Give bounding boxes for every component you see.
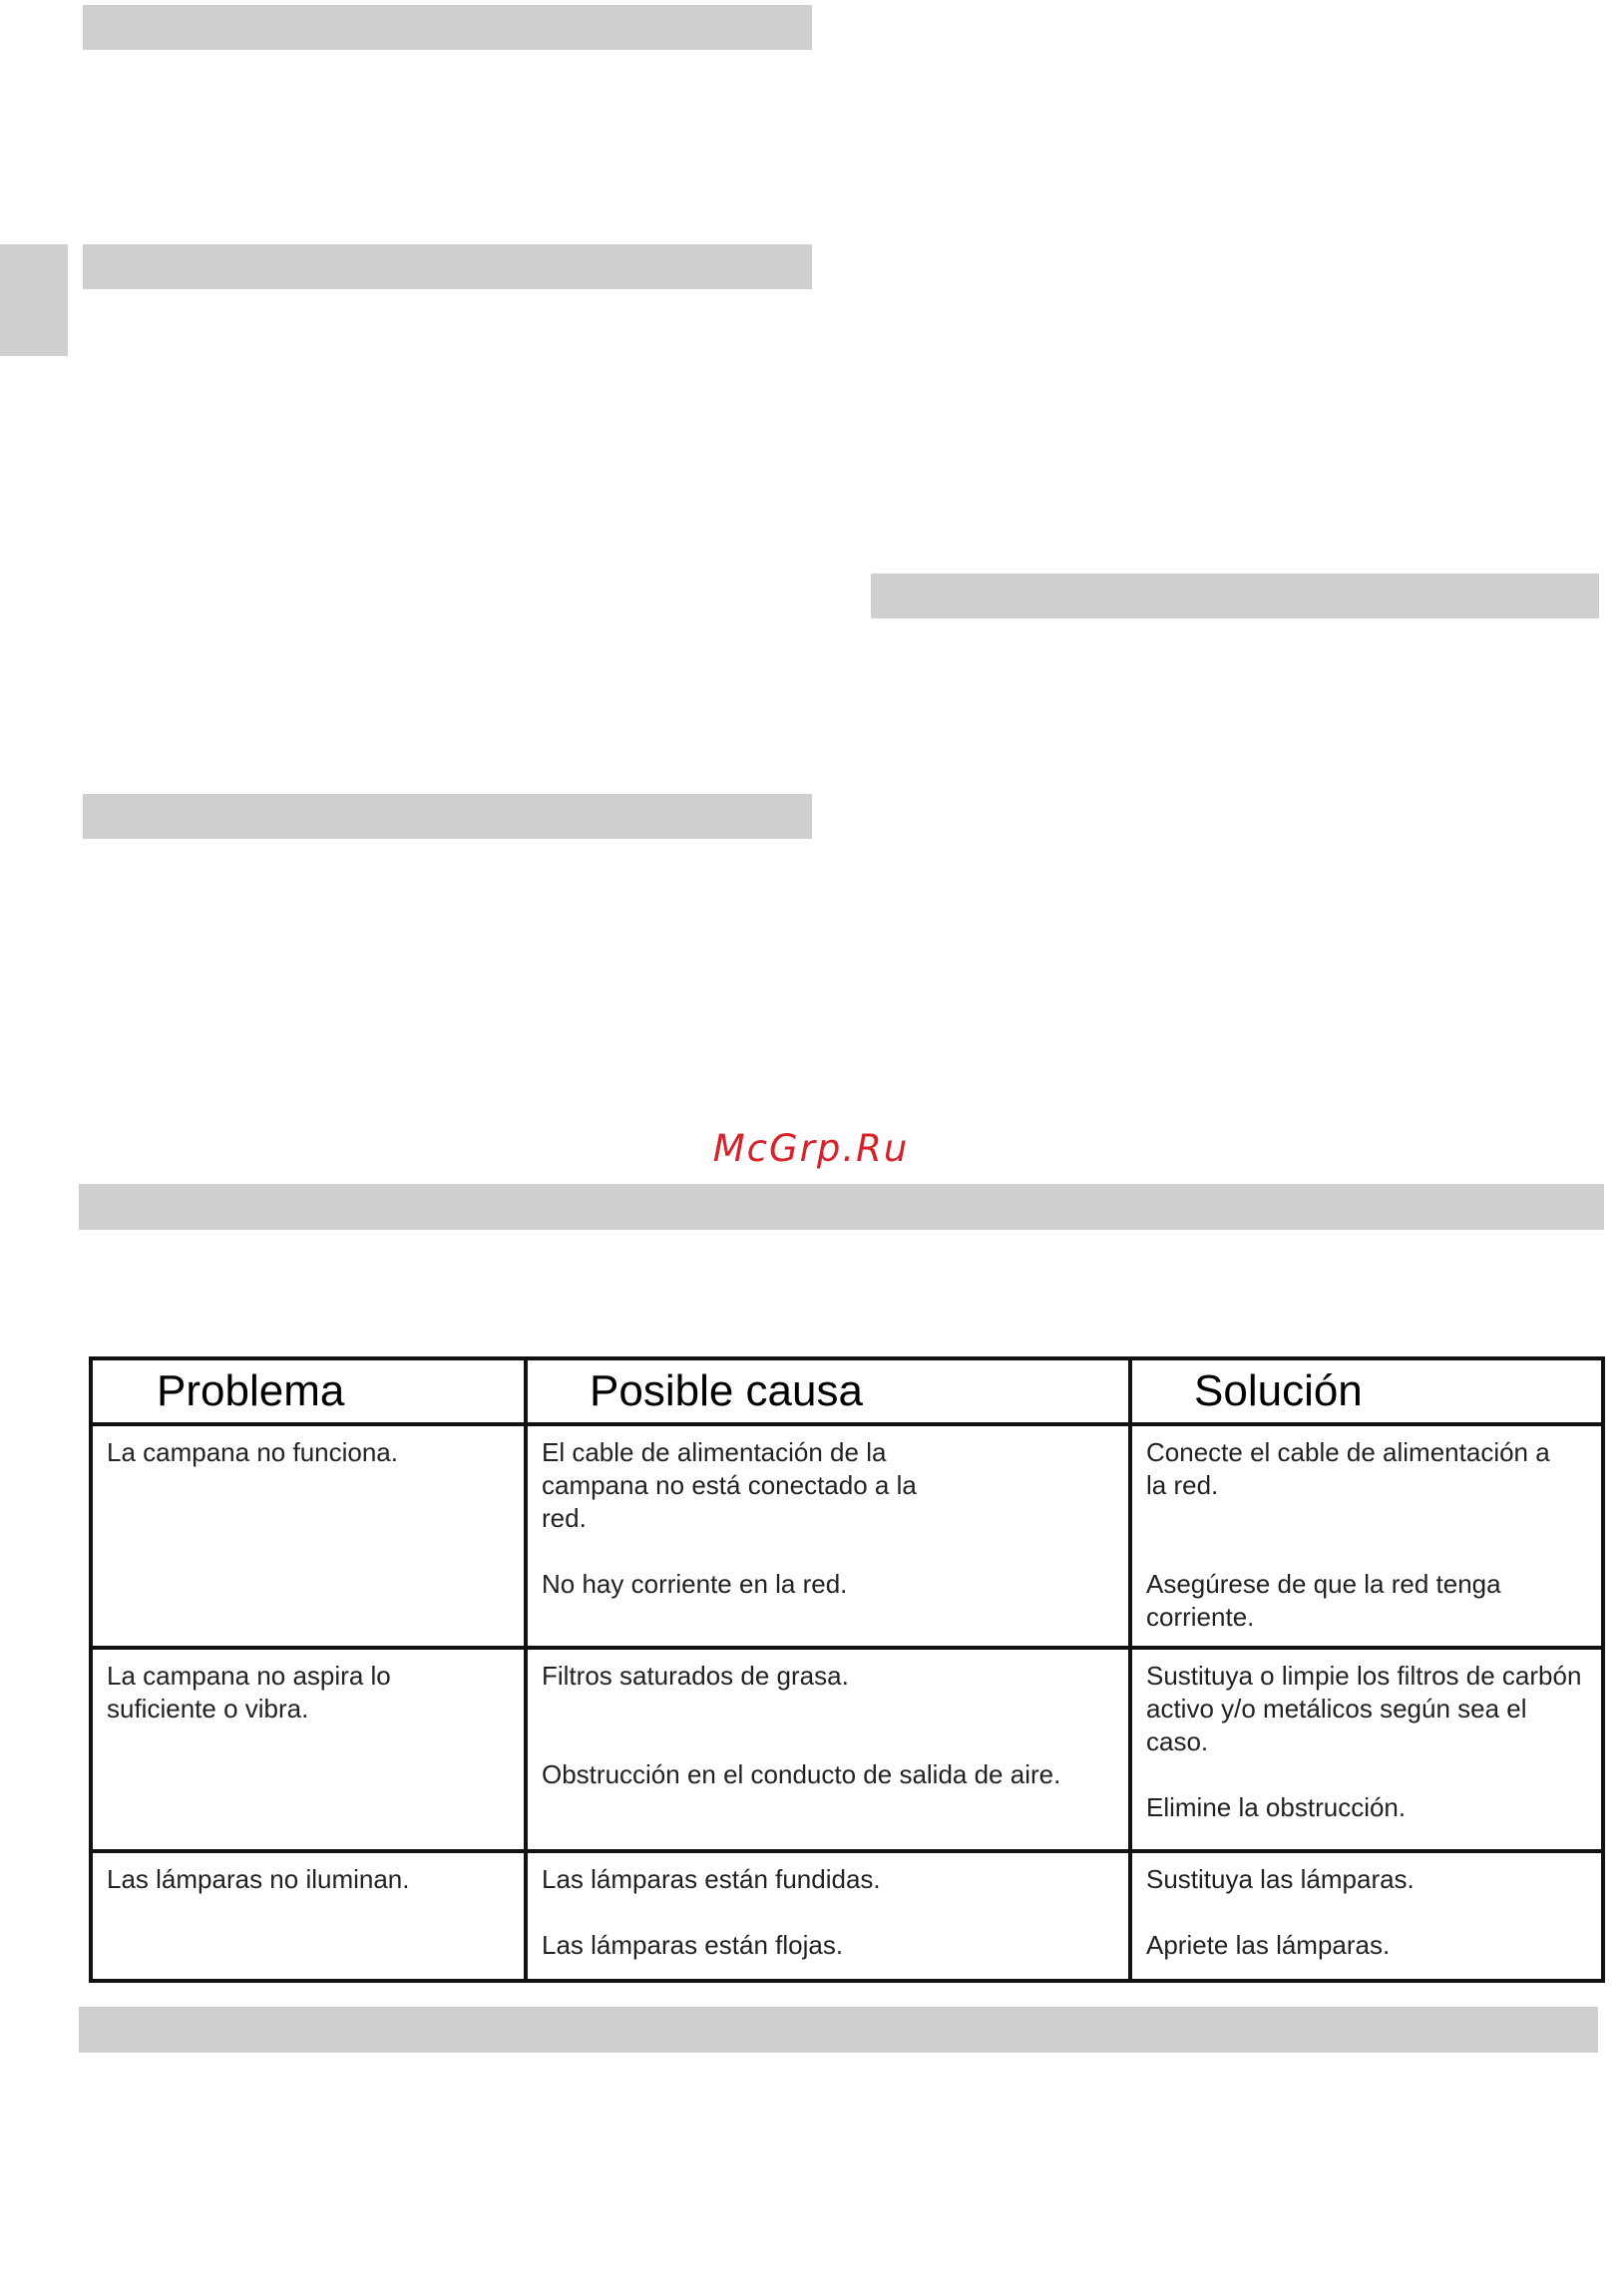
table-row xyxy=(91,1424,1603,1648)
problem-cell xyxy=(91,1851,526,1981)
problem-text: Las lámparas no iluminan. xyxy=(107,1864,410,1894)
solution-cell xyxy=(1130,1648,1603,1851)
watermark: McGrp.Ru xyxy=(712,1127,910,1170)
cause-text: El cable de alimentación de la campana no está conectado a la red. xyxy=(542,1437,917,1533)
header-problem: Problema xyxy=(91,1358,526,1424)
problem-cell xyxy=(91,1424,526,1648)
table-row xyxy=(91,1851,1603,1981)
cause-cell xyxy=(526,1648,1130,1851)
section-header-bar xyxy=(83,244,812,289)
solution-text: Sustituya las lámparas. xyxy=(1146,1864,1415,1894)
header-cause: Posible causa xyxy=(526,1358,1130,1424)
section-header-bar xyxy=(83,5,812,50)
solution-text: Apriete las lámparas. xyxy=(1146,1930,1391,1960)
troubleshooting-table xyxy=(89,1356,1605,1983)
table-row xyxy=(91,1648,1603,1851)
problem-text: La campana no funciona. xyxy=(107,1437,398,1467)
problem-cell xyxy=(91,1648,526,1851)
cause-text: Las lámparas están flojas. xyxy=(542,1930,844,1960)
solution-text: Asegúrese de que la red tenga corriente. xyxy=(1146,1569,1501,1632)
solution-text: Elimine la obstrucción. xyxy=(1146,1792,1407,1822)
header-solution: Solución xyxy=(1130,1358,1603,1424)
solution-cell xyxy=(1130,1424,1603,1648)
cause-cell xyxy=(526,1424,1130,1648)
cause-text: Obstrucción en el conducto de salida de aire. xyxy=(542,1759,1061,1789)
side-tab xyxy=(0,244,68,356)
section-header-bar xyxy=(83,794,812,839)
table-header-row xyxy=(91,1358,1603,1424)
cause-text: Filtros saturados de grasa. xyxy=(542,1661,849,1691)
solution-cell xyxy=(1130,1851,1603,1981)
problem-text: La campana no aspira lo suficiente o vibra. xyxy=(107,1661,391,1723)
solution-text: Sustituya o limpie los filtros de carbón activo y/o metálicos según sea el caso. xyxy=(1146,1661,1582,1756)
cause-text: No hay corriente en la red. xyxy=(542,1569,848,1599)
solution-text: Conecte el cable de alimentación a la red. xyxy=(1146,1437,1550,1500)
section-header-bar xyxy=(79,2007,1598,2053)
troubleshooting-header-bar xyxy=(79,1184,1604,1230)
cause-text: Las lámparas están fundidas. xyxy=(542,1864,881,1894)
section-header-bar xyxy=(871,574,1599,618)
cause-cell xyxy=(526,1851,1130,1981)
